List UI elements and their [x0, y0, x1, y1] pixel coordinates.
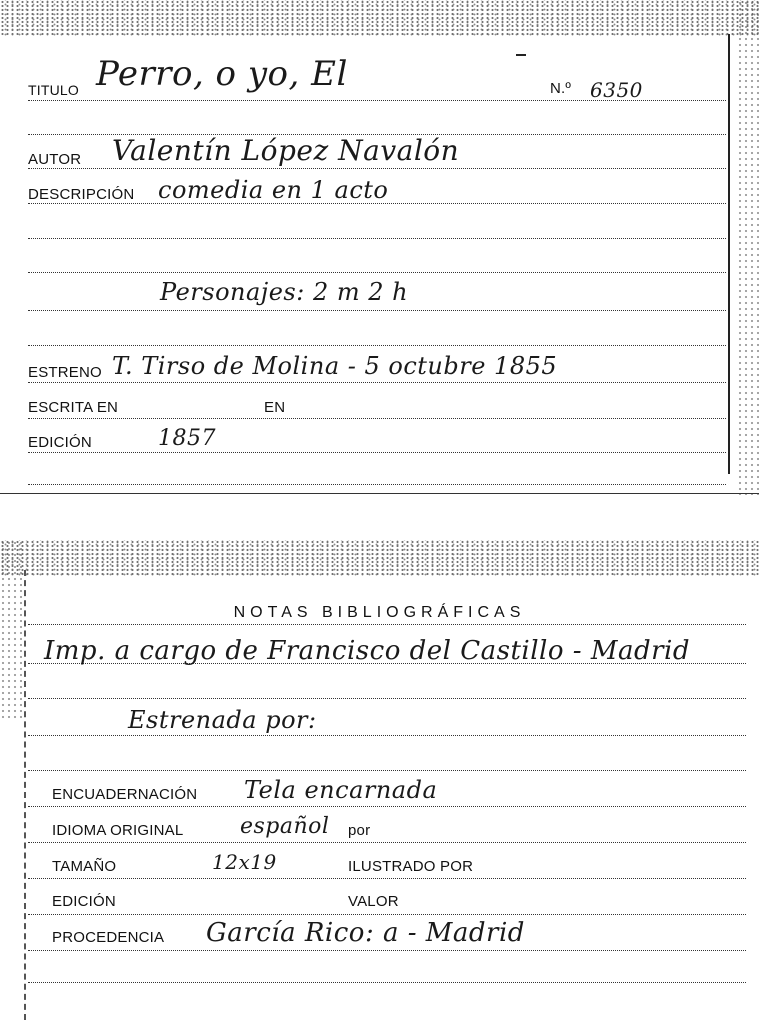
- edicion-label: EDICIÓN: [28, 434, 92, 451]
- card-top-texture: [0, 0, 759, 36]
- ilustrado-por-label: ILUSTRADO POR: [348, 858, 474, 875]
- ruled-line: [28, 624, 746, 625]
- descripcion-label: DESCRIPCIÓN: [28, 186, 135, 203]
- ruled-line: [28, 272, 726, 273]
- ruled-line: [28, 238, 726, 239]
- titulo-label: TITULO: [28, 82, 79, 98]
- ruled-line: [28, 914, 746, 915]
- ruled-line: [28, 950, 746, 951]
- card-frame: [24, 570, 26, 1020]
- ruled-line: [28, 382, 726, 383]
- por-label: por: [348, 822, 371, 839]
- ruled-line: [28, 982, 746, 983]
- encuadernacion-label: ENCUADERNACIÓN: [52, 786, 198, 803]
- ruled-line: [28, 345, 726, 346]
- edicion-label: EDICIÓN: [52, 893, 116, 910]
- valor-label: VALOR: [348, 893, 399, 910]
- nota-2-value: Estrenada por:: [128, 706, 317, 734]
- card-edge-texture: [737, 0, 759, 495]
- escrita-en-label: ESCRITA EN: [28, 399, 119, 416]
- catalog-card: [0, 0, 759, 495]
- ruled-line: [28, 452, 726, 453]
- en-label: EN: [264, 399, 286, 416]
- numero-value: 6350: [590, 78, 643, 102]
- estreno-value: T. Tirso de Molina - 5 octubre 1855: [112, 352, 558, 380]
- encuadernacion-value: Tela encarnada: [244, 776, 438, 804]
- titulo-value: Perro, o yo, El: [96, 54, 348, 94]
- ruled-line: [28, 770, 746, 771]
- ruled-line: [28, 842, 746, 843]
- procedencia-label: PROCEDENCIA: [52, 929, 165, 946]
- ruled-line: [28, 698, 746, 699]
- ruled-line: [28, 168, 726, 169]
- ruled-line: [28, 806, 746, 807]
- notes-heading: NOTAS BIBLIOGRÁFICAS: [233, 604, 526, 621]
- ruled-line: [28, 735, 746, 736]
- tamano-label: TAMAÑO: [52, 858, 117, 875]
- edicion-value: 1857: [158, 426, 216, 451]
- descripcion-value: comedia en 1 acto: [158, 176, 389, 204]
- card-separator: [0, 493, 759, 494]
- card-frame: [728, 34, 730, 474]
- ruled-line: [28, 418, 726, 419]
- autor-value: Valentín López Navalón: [112, 134, 460, 167]
- card-top-texture: [0, 540, 759, 576]
- procedencia-value: García Rico: a - Madrid: [206, 918, 525, 948]
- autor-label: AUTOR: [28, 151, 82, 168]
- ruled-line: [28, 878, 746, 879]
- personajes-value: Personajes: 2 m 2 h: [160, 278, 409, 306]
- numero-label: N.º: [550, 80, 572, 97]
- tamano-value: 12x19: [212, 850, 277, 874]
- idioma-original-label: IDIOMA ORIGINAL: [52, 822, 184, 839]
- idioma-original-value: español: [240, 814, 330, 839]
- card-edge-texture: [0, 540, 22, 720]
- estreno-label: ESTRENO: [28, 364, 102, 381]
- nota-1-value: Imp. a cargo de Francisco del Castillo - Madrid: [44, 636, 690, 666]
- signature-mark: [516, 54, 526, 62]
- ruled-line: [28, 484, 726, 485]
- ruled-line: [28, 310, 726, 311]
